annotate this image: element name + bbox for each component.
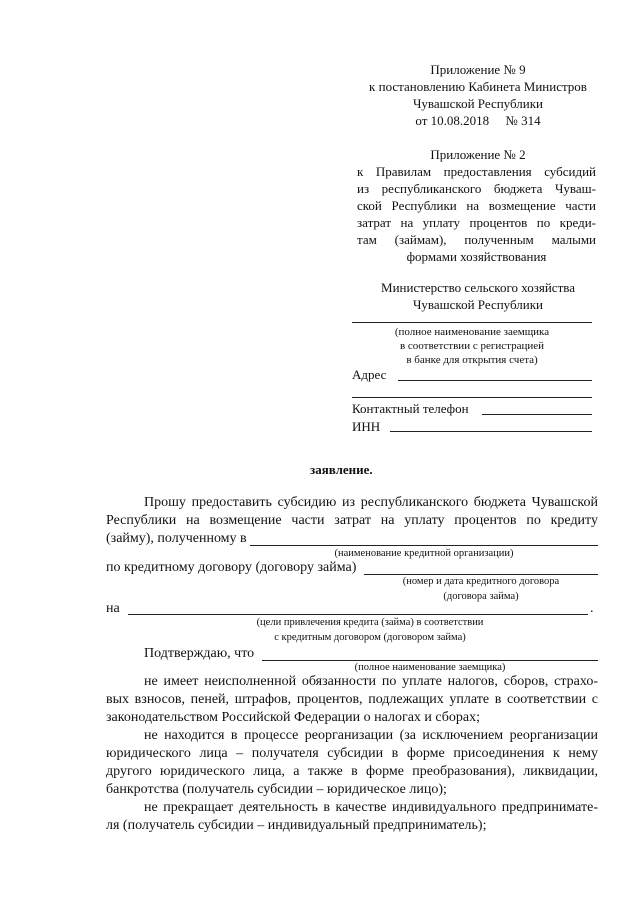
condition-line: не имеет неисполненной обязанности по уплате налогов, сборов, страхо-	[144, 674, 598, 689]
borrower-name-hint: в банке для открытия счета)	[406, 354, 538, 366]
condition-line-last: законодательством Российской Федерации о налогах и сборах;	[106, 710, 481, 725]
appendix9-republic: Чувашской Республики	[412, 96, 544, 111]
condition-line: не находится в процессе реорганизации (за исключением реорганизации	[144, 728, 598, 743]
body-line: Прошу предоставить субсидию из республиканского бюджета Чувашской	[144, 495, 598, 510]
confirm-borrower-hint: (полное наименование заемщика)	[354, 662, 506, 673]
contract-hint: (договора займа)	[443, 591, 519, 602]
purpose-label: на	[106, 601, 120, 616]
inn-field[interactable]	[390, 431, 592, 432]
borrower-name-line[interactable]	[352, 322, 592, 323]
borrower-name-hint: в соответствии с регистрацией	[399, 340, 544, 352]
phone-label: Контактный телефон	[352, 401, 469, 416]
appendix2-line: затрат на уплату процентов по креди-	[357, 215, 596, 230]
phone-field[interactable]	[482, 414, 592, 415]
confirm-label: Подтверждаю, что	[144, 646, 255, 661]
purpose-hint: с кредитным договором (договором займа)	[274, 632, 466, 643]
recipient-ministry: Министерство сельского хозяйства	[381, 280, 575, 295]
appendix2-line-last: формами хозяйствования	[406, 249, 547, 264]
appendix2-line: к Правилам предоставления субсидий	[357, 164, 596, 179]
address-label: Адрес	[352, 367, 387, 382]
recipient-republic: Чувашской Республики	[412, 297, 544, 312]
condition-line-last: банкротства (получатель субсидии – юридическое лицо);	[106, 782, 447, 797]
address-field[interactable]	[398, 380, 592, 381]
credit-org-hint: (наименование кредитной организации)	[334, 548, 514, 559]
condition-line: юридического лица – получателя субсидии в форме присоединения к нему	[106, 746, 598, 761]
contract-hint: (номер и дата кредитного договора	[402, 576, 560, 587]
condition-line: вых взносов, пеней, штрафов, процентов, подлежащих уплате в соответствии с	[106, 692, 598, 707]
appendix9-title: Приложение № 9	[430, 62, 526, 77]
inn-label: ИНН	[352, 419, 381, 434]
condition-line: не прекращает деятельность в качестве индивидуального предпринимате-	[144, 800, 598, 815]
address-field-line2[interactable]	[352, 397, 592, 398]
credit-org-label: (займу), полученному в	[106, 531, 247, 546]
appendix2-line: там (займам), полученным малыми	[357, 232, 596, 247]
contract-label: по кредитному договору (договору займа)	[106, 560, 357, 575]
condition-line: другого юридического лица, а также в форме преобразования), ликвидации,	[106, 764, 598, 779]
purpose-hint: (цели привлечения кредита (займа) в соответствии	[256, 617, 484, 628]
body-line: Республики на возмещение части затрат на уплату процентов по кредиту	[106, 513, 598, 528]
purpose-dot: .	[590, 601, 594, 616]
appendix9-date-number: от 10.08.2018 № 314	[415, 113, 541, 128]
appendix9-resolution: к постановлению Кабинета Министров	[369, 79, 587, 94]
document-heading: заявление.	[310, 462, 373, 477]
condition-line-last: ля (получатель субсидии – индивидуальный предприниматель);	[106, 818, 487, 833]
appendix2-line: ской Республики на возмещение части	[357, 198, 596, 213]
appendix2-title: Приложение № 2	[430, 147, 526, 162]
borrower-name-hint: (полное наименование заемщика	[394, 326, 550, 338]
appendix2-line: из республиканского бюджета Чуваш-	[357, 181, 596, 196]
